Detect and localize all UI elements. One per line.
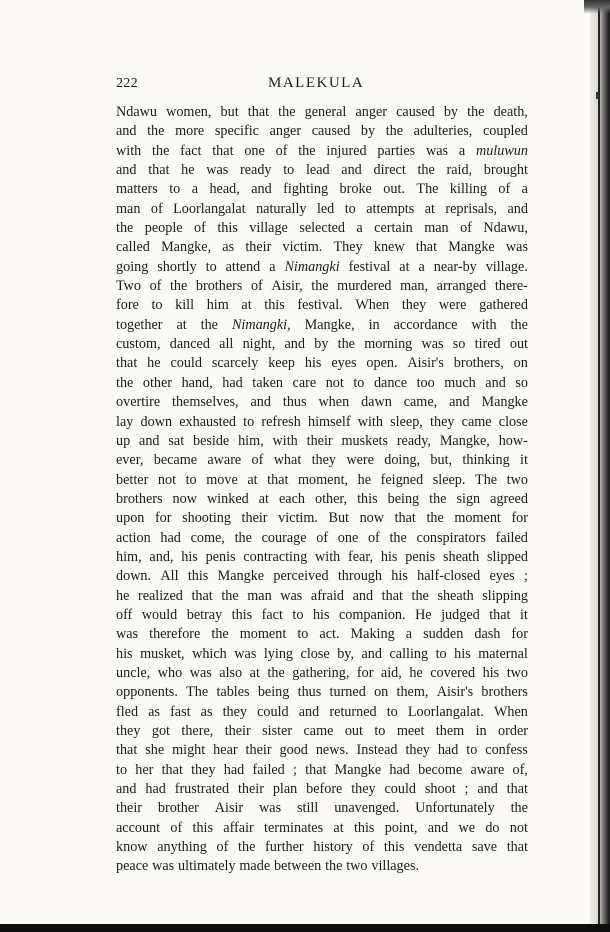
scan-bottom-band xyxy=(0,924,610,932)
text-line: know anything of the further history of this vendetta save that xyxy=(116,839,528,856)
margin-mark xyxy=(596,92,599,99)
text-line: was therefore the moment to act. Making a sudden dash for xyxy=(116,626,528,643)
text-line: Ndawu women, but that the general anger caused by the death, xyxy=(116,104,528,120)
text-line: called Mangke, as their victim. They knew that Mangke was xyxy=(116,239,528,256)
text-line: fore to kill him at this festival. When they were gathered xyxy=(116,297,528,314)
text-line: up and sat beside him, with their muskets ready, Mangke, how- xyxy=(116,432,528,449)
page-number: 222 xyxy=(116,76,138,91)
text-line: matters to a head, and fighting broke out. The killing of a xyxy=(116,181,528,198)
text-line: Two of the brothers of Aisir, the murdered man, arranged there- xyxy=(116,278,528,295)
text-line: with the fact that one of the injured parties was a muluwun xyxy=(116,142,528,159)
text-line: upon for shooting their victim. But now that the moment for xyxy=(116,510,528,527)
text-line: opponents. The tables being thus turned on them, Aisir's brothers xyxy=(116,684,528,701)
text-line: off would betray this fact to his companion. He judged that it xyxy=(116,606,528,623)
page-edge-shadow xyxy=(590,0,610,932)
text-line: the other hand, had taken care not to dance too much and so xyxy=(116,374,528,391)
text-line: peace was ultimately made between the two villages. xyxy=(116,858,420,875)
page-edge-line xyxy=(598,0,600,932)
text-line: their brother Aisir was still unavenged. Unfortunately the xyxy=(116,800,528,817)
text-line: lay down exhausted to refresh himself with sleep, they came close xyxy=(116,413,528,430)
text-line: uncle, who was also at the gathering, for aid, he covered his two xyxy=(116,664,528,681)
text-line: they got there, their sister came out to meet them in order xyxy=(116,723,528,739)
text-line: man of Loorlangalat naturally led to attempts at reprisals, and xyxy=(116,200,528,217)
text-line: fled as fast as they could and returned to Loorlangalat. When xyxy=(116,703,528,720)
text-line: and had frustrated their plan before they could shoot ; and that xyxy=(116,781,528,798)
body-text xyxy=(116,103,528,877)
text-line: account of this affair terminates at this point, and we do not xyxy=(116,819,528,836)
text-line: he realized that the man was afraid and that the sheath slipping xyxy=(116,587,528,604)
text-line: going shortly to attend a Nimangki festival at a near-by village. xyxy=(116,258,528,275)
text-line: custom, danced all night, and by the morning was so tired out xyxy=(116,336,528,353)
text-line: brothers now winked at each other, this being the sign agreed xyxy=(116,490,528,507)
text-line: better not to move at that moment, he feigned sleep. The two xyxy=(116,471,528,488)
text-line: together at the Nimangki, Mangke, in accordance with the xyxy=(116,316,528,333)
text-line: his musket, which was lying close by, and calling to his maternal xyxy=(116,645,528,662)
text-line: the people of this village selected a certain man of Ndawu, xyxy=(116,220,528,237)
text-line: overtire themselves, and thus when dawn came, and Mangke xyxy=(116,394,528,411)
running-head: MALEKULA xyxy=(268,75,365,91)
corner-shadow xyxy=(584,0,610,14)
text-line: action had come, the courage of one of the conspirators failed xyxy=(116,529,528,546)
text-line: that he could scarcely keep his eyes open. Aisir's brothers, on xyxy=(116,355,528,372)
text-line: that she might hear their good news. Instead they had to confess xyxy=(116,742,528,759)
text-line: down. All this Mangke perceived through his half-closed eyes ; xyxy=(116,568,528,585)
text-line: and the more specific anger caused by the adulteries, coupled xyxy=(116,123,528,140)
text-line: to her that they had failed ; that Mangke had become aware of, xyxy=(116,761,528,778)
text-line: and that he was ready to lead and direct the raid, brought xyxy=(116,162,528,179)
text-line: ever, became aware of what they were doing, but, thinking it xyxy=(116,452,528,469)
text-line: him, and, his penis contracting with fear, his penis sheath slipped xyxy=(116,548,528,565)
